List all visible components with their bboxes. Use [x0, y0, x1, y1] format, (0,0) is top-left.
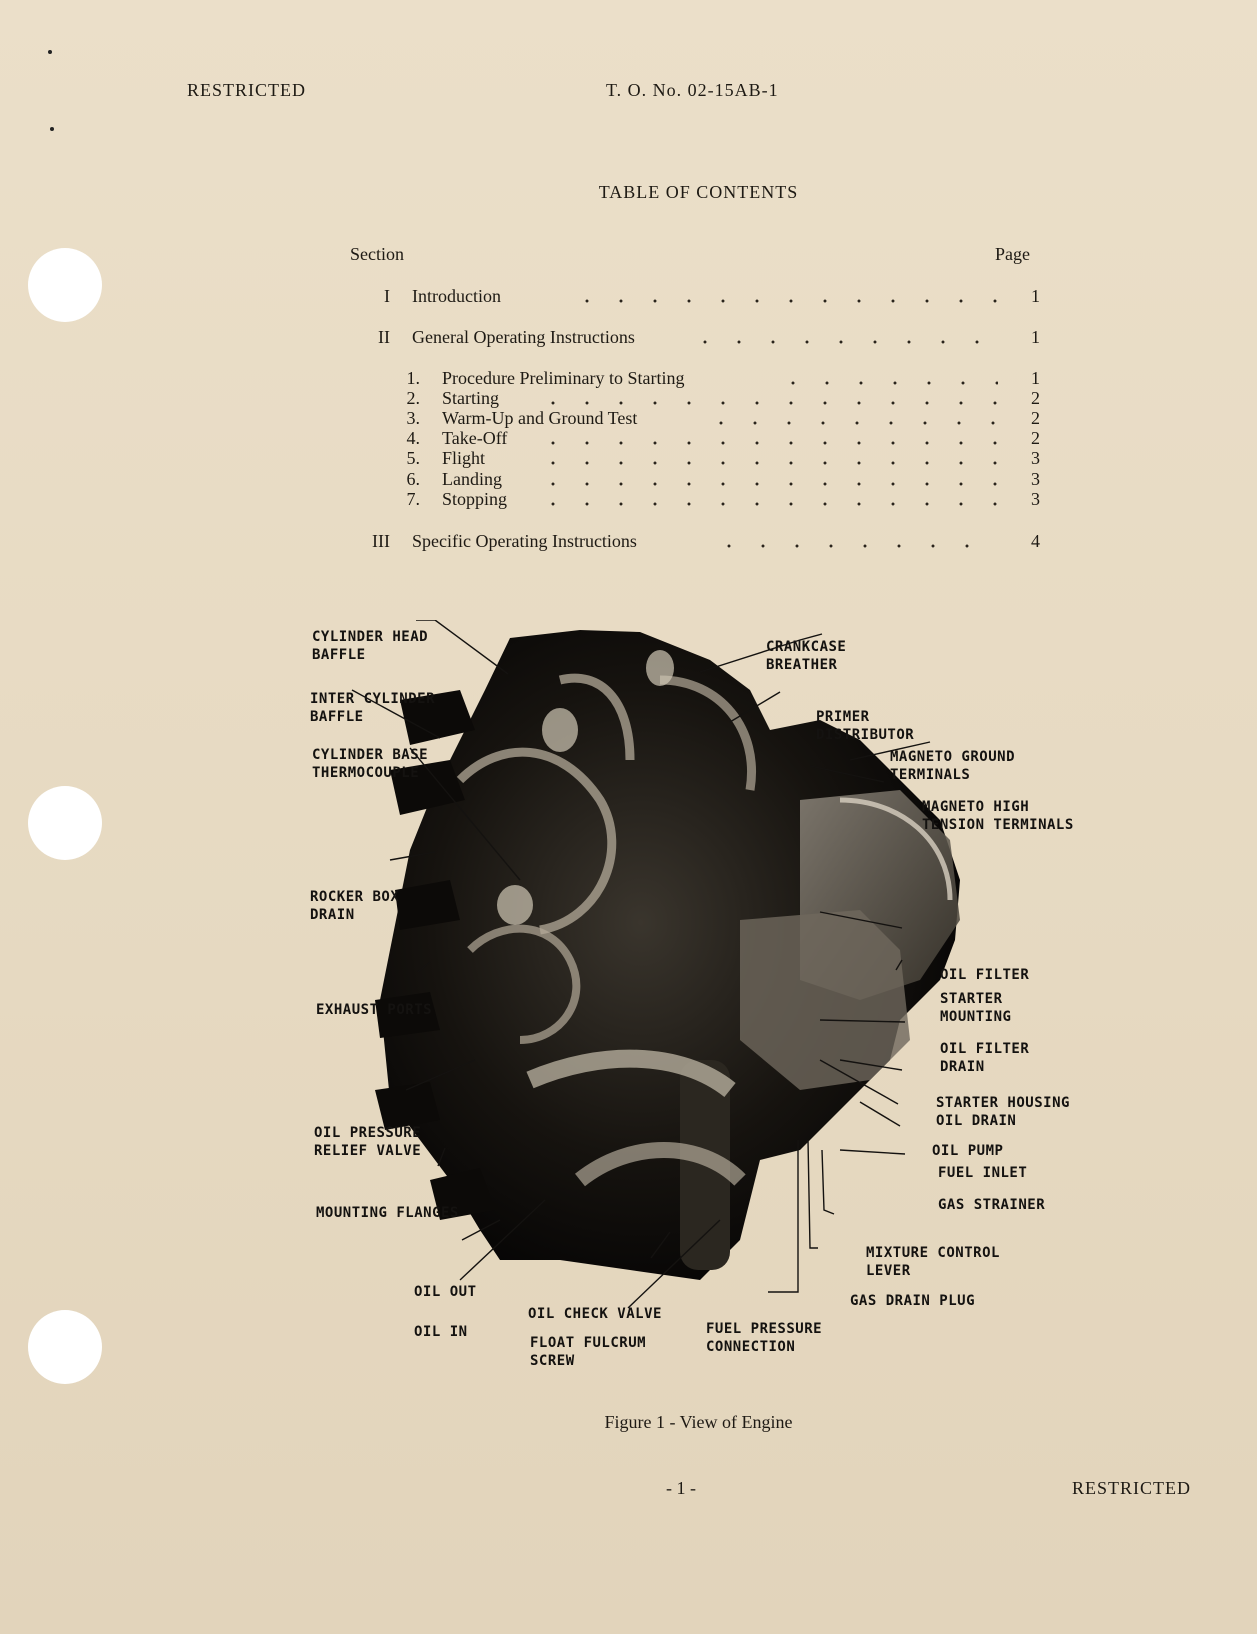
toc-label: Landing: [442, 469, 502, 489]
dot-leader: [536, 461, 998, 465]
toc-number: 6.: [406, 469, 420, 489]
toc-page: 3: [1031, 489, 1040, 509]
toc-entry: [340, 531, 1040, 555]
toc-label: Starting: [442, 388, 499, 408]
toc-label: Specific Operating Instructions: [412, 531, 637, 551]
toc-number: 2.: [406, 388, 420, 408]
callout-primer-distributor: PRIMER DISTRIBUTOR: [816, 709, 915, 743]
callout-fuel-pressure-connection: FUEL PRESSURE CONNECTION: [706, 1321, 823, 1355]
toc-page: 2: [1031, 428, 1040, 448]
callout-starter-housing-oil-drain: STARTER HOUSING OIL DRAIN: [936, 1095, 1070, 1129]
punch-hole: [28, 1310, 102, 1384]
callout-oil-pressure-relief-valve: OIL PRESSURE RELIEF VALVE: [314, 1125, 422, 1159]
callout-rocker-box-drain: ROCKER BOX DRAIN: [310, 889, 400, 923]
callout-oil-filter: OIL FILTER: [940, 967, 1030, 983]
dot-leader: [536, 502, 998, 506]
toc-page: 1: [1031, 368, 1040, 388]
dot-leader: [536, 441, 998, 445]
toc-page: 3: [1031, 469, 1040, 489]
header-doc-number: T. O. No. 02-15AB-1: [606, 80, 779, 100]
toc-label: Flight: [442, 448, 486, 468]
toc-label: Introduction: [412, 286, 501, 306]
toc-label: Take-Off: [442, 428, 508, 448]
dot-leader: [776, 381, 998, 385]
callout-oil-out: OIL OUT: [414, 1284, 477, 1300]
toc-page: 1: [1031, 327, 1040, 347]
toc-number: 4.: [406, 428, 420, 448]
toc-label: Procedure Preliminary to Starting: [442, 368, 685, 388]
callout-oil-pump: OIL PUMP: [932, 1143, 1004, 1159]
toc-entry: [340, 327, 1040, 351]
punch-hole: [28, 248, 102, 322]
toc-label: General Operating Instructions: [412, 327, 635, 347]
callout-inter-cylinder-baffle: INTER CYLINDER BAFFLE: [310, 691, 436, 725]
toc-number: 5.: [406, 448, 420, 468]
page-heading: Page: [995, 244, 1030, 264]
header-restricted: RESTRICTED: [187, 80, 307, 100]
callout-mounting-flanges: MOUNTING FLANGES: [316, 1205, 459, 1221]
dot-leader: [536, 482, 998, 486]
callout-oil-filter-drain: OIL FILTER DRAIN: [940, 1041, 1030, 1075]
callout-crankcase-breather: CRANKCASE BREATHER: [766, 639, 847, 673]
dot-leader: [704, 421, 998, 425]
footer-restricted: RESTRICTED: [1072, 1478, 1192, 1498]
toc-number: 7.: [406, 489, 420, 509]
toc-page: 1: [1031, 286, 1040, 306]
toc-label: Warm-Up and Ground Test: [442, 408, 638, 428]
toc-entry: [340, 286, 1040, 310]
callout-mixture-control-lever: MIXTURE CONTROL LEVER: [866, 1245, 1000, 1279]
callout-gas-strainer: GAS STRAINER: [938, 1197, 1046, 1213]
dot-leader: [688, 340, 998, 344]
callout-starter-mounting: STARTER MOUNTING: [940, 991, 1012, 1025]
callout-exhaust-ports: EXHAUST PORTS: [316, 1002, 433, 1018]
callout-magneto-high-tension-terminals: MAGNETO HIGH TENSION TERMINALS: [922, 799, 1074, 833]
callout-oil-in: OIL IN: [414, 1324, 468, 1340]
callout-magneto-ground-terminals: MAGNETO GROUND TERMINALS: [890, 749, 1016, 783]
dot-leader: [712, 544, 998, 548]
figure-caption: Figure 1 - View of Engine: [604, 1412, 793, 1432]
toc-page: 2: [1031, 388, 1040, 408]
speck: [48, 50, 52, 54]
punch-hole: [28, 786, 102, 860]
toc-number: 1.: [406, 368, 420, 388]
toc-label: Stopping: [442, 489, 508, 509]
callout-oil-check-valve: OIL CHECK VALVE: [528, 1306, 662, 1322]
toc-page: 4: [1031, 531, 1040, 551]
speck: [50, 127, 54, 131]
toc-number: 3.: [406, 408, 420, 428]
page-number: - 1 -: [666, 1478, 696, 1498]
toc-number: I: [384, 286, 390, 306]
toc-number: III: [372, 531, 390, 551]
toc-page: 3: [1031, 448, 1040, 468]
callout-cylinder-head-baffle: CYLINDER HEAD BAFFLE: [312, 629, 429, 663]
dot-leader: [536, 401, 998, 405]
callout-float-fulcrum-screw: FLOAT FULCRUM SCREW: [530, 1335, 647, 1369]
toc-title: TABLE OF CONTENTS: [598, 182, 799, 202]
callout-fuel-inlet: FUEL INLET: [938, 1165, 1028, 1181]
dot-leader: [570, 299, 1000, 303]
toc-number: II: [378, 327, 390, 347]
toc-entry: [340, 489, 1040, 513]
section-heading: Section: [350, 244, 404, 264]
callout-cylinder-base-thermocouple: CYLINDER BASE THERMOCOUPLE: [312, 747, 429, 781]
toc-page: 2: [1031, 408, 1040, 428]
callout-gas-drain-plug: GAS DRAIN PLUG: [850, 1293, 976, 1309]
